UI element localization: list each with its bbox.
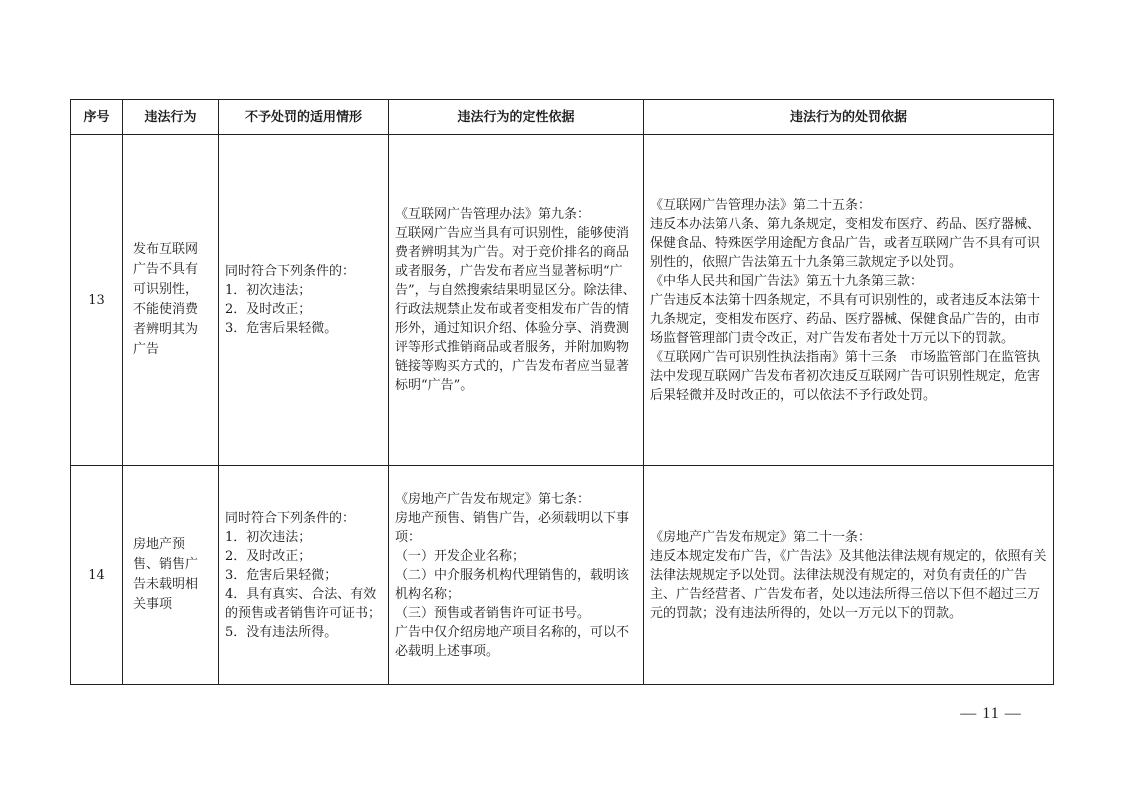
- condition-line: 4．具有真实、合法、有效的预售或者销售许可证书；: [225, 586, 382, 621]
- page-number: — 11 —: [960, 705, 1022, 722]
- condition-line: 2．及时改正；: [225, 302, 312, 317]
- basis-line: 房地产预售、销售广告，必须载明以下事项：: [395, 510, 630, 545]
- condition-line: 3．危害后果轻微。: [225, 321, 338, 336]
- table-header-row: [71, 100, 1054, 135]
- penalty-line: 违反本规定发布广告，《广告法》及其他法律法规有规定的，依照有关法律法规规定予以处罚。法律法规没有规定的，对负有责任的广告主、广告经营者、广告发布者，处以违法所得三倍以下但不超过三万元的罚款；没有违法所得的，处以一万元以下的罚款。: [650, 548, 1047, 621]
- header-no: 序号: [71, 100, 123, 135]
- penalty-line: 违反本办法第八条、第九条规定，变相发布医疗、药品、医疗器械、保健食品、特殊医学用途配方食品广告，或者互联网广告不具有可识别性的，依照广告法第五十九条第三款规定予以处罚。: [650, 216, 1041, 270]
- basis-line: 《互联网广告管理办法》第九条：: [395, 207, 591, 222]
- violation-cell: 房地产预售、销售广告未载明相关事项: [123, 466, 219, 685]
- basis-line: 互联网广告应当具有可识别性，能够使消费者辨明其为广告。对于竞价排名的商品或者服务，广告发布者应当显著标明“广告”，与自然搜索结果明显区分。除法律、行政法规禁止发布或者变相发布广告的情形外，通过知识介绍、体验分享、消费测评等形式推销商品或者服务，并附加购物链接等购买方式的，广告发布者应当显著标明“广告”。: [395, 226, 636, 393]
- condition-line: 5．没有违法所得。: [225, 624, 338, 640]
- condition-line: 同时符合下列条件的：: [225, 510, 356, 526]
- violation-cell: 发布互联网广告不具有可识别性，不能使消费者辨明其为广告: [123, 135, 219, 466]
- penalty-line: 《互联网广告管理办法》第二十五条：: [650, 197, 872, 213]
- regulation-table: [70, 99, 1054, 685]
- basis-line: （三）预售或者销售许可证书号。: [395, 605, 591, 621]
- row-number: 14: [71, 466, 123, 685]
- condition-line: 2．及时改正；: [225, 548, 312, 564]
- table-row: [71, 135, 1054, 466]
- header-exemption-conditions: 不予处罚的适用情形: [219, 100, 389, 135]
- condition-line: 同时符合下列条件的：: [225, 264, 356, 279]
- exemption-conditions-cell: [219, 466, 389, 685]
- exemption-conditions-cell: [219, 135, 389, 466]
- condition-line: 1．初次违法；: [225, 283, 312, 298]
- condition-line: 1．初次违法；: [225, 529, 312, 545]
- basis-line: 广告中仅介绍房地产项目名称的，可以不必载明上述事项。: [395, 624, 630, 659]
- basis-line: （二）中介服务机构代理销售的，载明该机构名称；: [395, 567, 630, 602]
- basis-line: 《房地产广告发布规定》第七条：: [395, 491, 591, 507]
- header-penalty-basis: 违法行为的处罚依据: [644, 100, 1054, 135]
- penalty-line: 《互联网广告可识别性执法指南》第十三条 市场监管部门在监管执法中发现互联网广告发布者初次违反互联网广告可识别性规定，危害后果轻微并及时改正的，可以依法不予行政处罚。: [650, 349, 1041, 403]
- header-qualification-basis: 违法行为的定性依据: [389, 100, 644, 135]
- qualification-basis-cell: [389, 135, 644, 466]
- basis-line: （一）开发企业名称；: [395, 548, 526, 564]
- penalty-line: 《房地产广告发布规定》第二十一条：: [650, 529, 872, 545]
- header-violation: 违法行为: [123, 100, 219, 135]
- qualification-basis-cell: [389, 466, 644, 685]
- penalty-basis-cell: [644, 466, 1054, 685]
- penalty-line: 《中华人民共和国广告法》第五十九条第三款：: [650, 273, 924, 289]
- penalty-line: 广告违反本法第十四条规定，不具有可识别性的，或者违反本法第十九条规定，变相发布医疗、药品、医疗器械、保健食品广告的，由市场监督管理部门责令改正，对广告发布者处十万元以下的罚款。: [650, 292, 1041, 346]
- penalty-basis-cell: [644, 135, 1054, 466]
- row-number: 13: [71, 135, 123, 466]
- condition-line: 3．危害后果轻微；: [225, 567, 338, 583]
- table-row: [71, 466, 1054, 685]
